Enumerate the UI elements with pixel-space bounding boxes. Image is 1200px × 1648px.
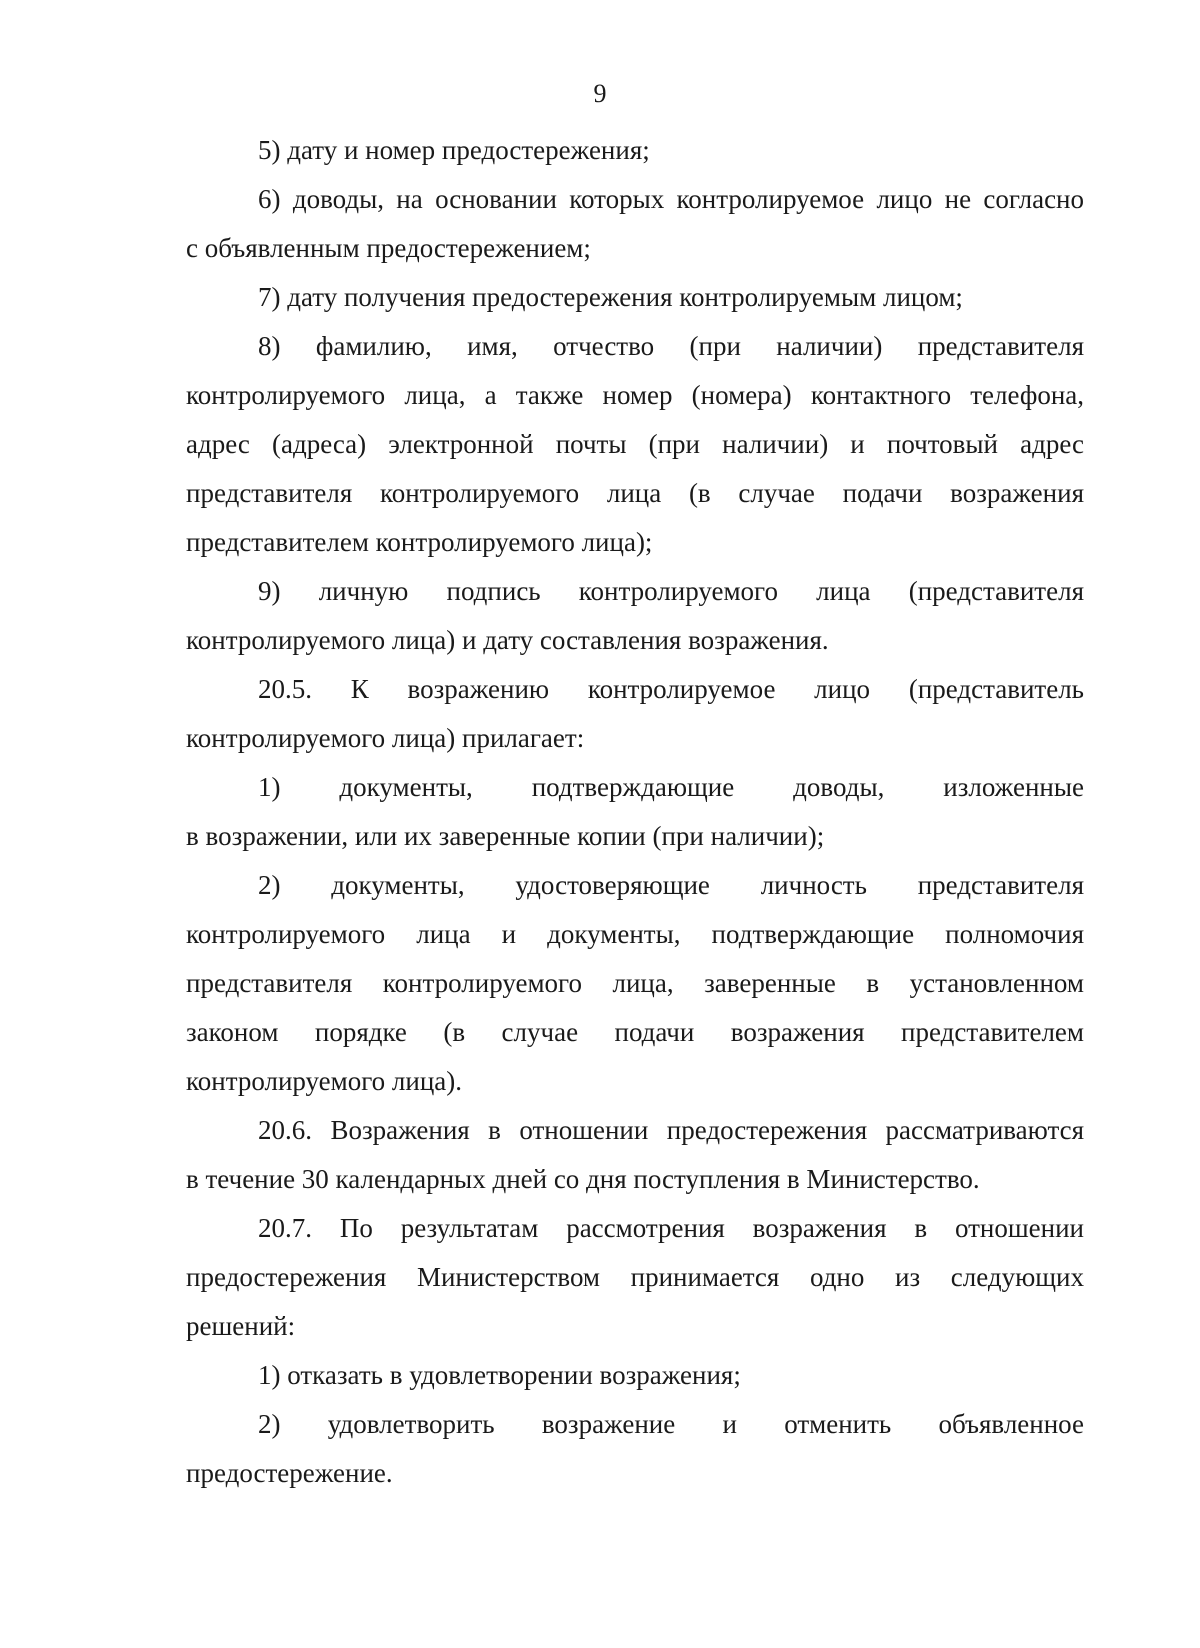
text-line: 1) отказать в удовлетворении возражения; — [258, 1360, 741, 1390]
text-line: решений: — [186, 1311, 296, 1341]
text-line: адрес (адреса) электронной почты (при наличии) и почтовый адрес — [186, 429, 1084, 459]
paragraph-20-6 — [186, 1106, 1084, 1204]
paragraph-item-9 — [186, 567, 1084, 665]
page-number: 9 — [593, 79, 607, 108]
text-line: 7) дату получения предостережения контролируемым лицом; — [258, 282, 963, 312]
text-line: законом порядке (в случае подачи возражения представителем — [186, 1017, 1084, 1047]
text-line: 2) удовлетворить возражение и отменить объявленное — [258, 1409, 1084, 1439]
text-line: 8) фамилию, имя, отчество (при наличии) представителя — [258, 331, 1084, 361]
text-line: 20.6. Возражения в отношении предостережения рассматриваются — [258, 1115, 1084, 1145]
text-line: контролируемого лица и документы, подтверждающие полномочия — [186, 919, 1084, 949]
paragraph-20-5-item-2 — [186, 861, 1084, 1106]
paragraph-item-6 — [186, 175, 1084, 273]
text-line: предостережения Министерством принимается одно из следующих — [186, 1262, 1084, 1292]
text-line: 2) документы, удостоверяющие личность представителя — [258, 870, 1084, 900]
text-line: 6) доводы, на основании которых контролируемое лицо не согласно — [258, 184, 1084, 214]
text-line: в возражении, или их заверенные копии (при наличии); — [186, 821, 825, 851]
paragraph-item-7 — [186, 273, 1084, 322]
text-line: с объявленным предостережением; — [186, 233, 591, 263]
text-line: контролируемого лица) и дату составления возражения. — [186, 625, 829, 655]
paragraph-item-5 — [186, 126, 1084, 175]
text-line: 1) документы, подтверждающие доводы, изложенные — [258, 772, 1084, 802]
text-line: 5) дату и номер предостережения; — [258, 135, 650, 165]
paragraph-item-8 — [186, 322, 1084, 567]
paragraph-20-7-item-2 — [186, 1400, 1084, 1498]
paragraph-20-7-item-1 — [186, 1351, 1084, 1400]
text-line: предостережение. — [186, 1458, 393, 1488]
text-line: 20.7. По результатам рассмотрения возражения в отношении — [258, 1213, 1084, 1243]
text-line: 9) личную подпись контролируемого лица (представителя — [258, 576, 1084, 606]
text-line: контролируемого лица). — [186, 1066, 462, 1096]
document-body — [186, 126, 1084, 1498]
paragraph-20-7 — [186, 1204, 1084, 1351]
text-line: представителем контролируемого лица); — [186, 527, 653, 557]
text-line: представителя контролируемого лица, заверенные в установленном — [186, 968, 1084, 998]
paragraph-20-5-item-1 — [186, 763, 1084, 861]
paragraph-20-5 — [186, 665, 1084, 763]
text-line: контролируемого лица) прилагает: — [186, 723, 585, 753]
text-line: в течение 30 календарных дней со дня поступления в Министерство. — [186, 1164, 980, 1194]
text-line: представителя контролируемого лица (в случае подачи возражения — [186, 478, 1084, 508]
text-line: 20.5. К возражению контролируемое лицо (представитель — [258, 674, 1084, 704]
text-line: контролируемого лица, а также номер (номера) контактного телефона, — [186, 380, 1084, 410]
